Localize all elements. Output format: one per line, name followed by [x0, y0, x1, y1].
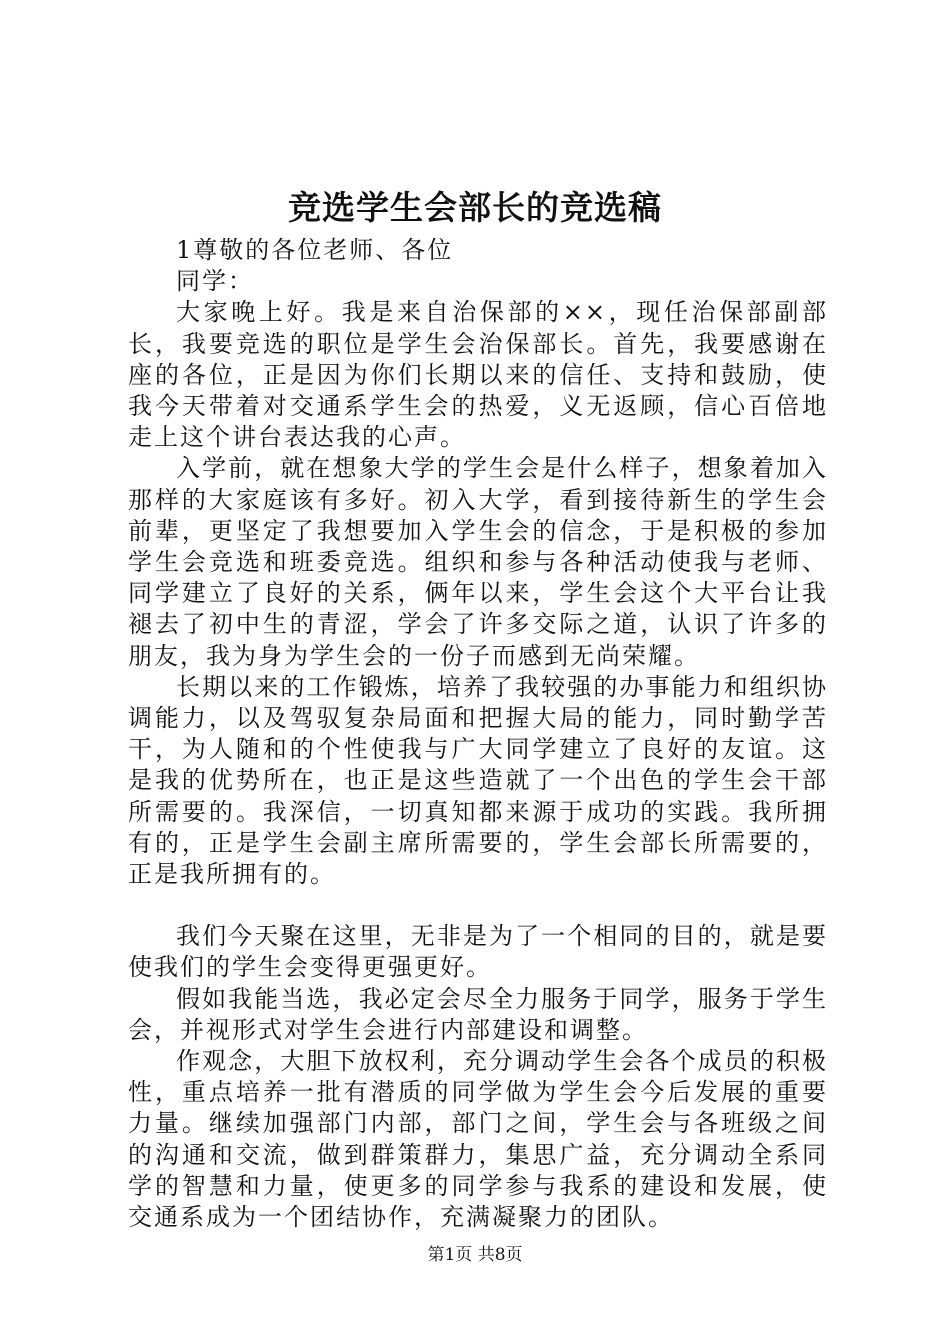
paragraph-salutation-1: 1尊敬的各位老师、各位 — [176, 236, 454, 264]
paragraph-strengths: 长期以来的工作锻炼，培养了我较强的办事能力和组织协调能力，以及驾驭复杂局面和把握大局的能力，同时勤学苦干，为人随和的个性使我与广大同学建立了良好的友谊。这是我的优势所在，也正是这些造就了一个出色的学生会干部所需要的。我深信，一切真知都来源于成功的实践。我所拥有的，正是学生会副主席所需要的，学生会部长所需要的，正是我所拥有的。 — [128, 672, 828, 889]
page-indicator: 第1页 共8页 — [427, 1245, 523, 1265]
paragraph-background: 入学前，就在想象大学的学生会是什么样子，想象着加入那样的大家庭该有多好。初入大学，看到接待新生的学生会前辈，更坚定了我想要加入学生会的信念，于是积极的参加学生会竞选和班委竞选。组织和参与各种活动使我与老师、同学建立了良好的关系，俩年以来，学生会这个大平台让我褪去了初中生的青涩，学会了许多交际之道，认识了许多的朋友，我为身为学生会的一份子而感到无尚荣耀。 — [128, 454, 828, 670]
paragraph-introduction: 大家晚上好。我是来自治保部的××，现任治保部副部长，我要竞选的职位是学生会治保部长。首先，我要感谢在座的各位，正是因为你们长期以来的信任、支持和鼓励，使我今天带着对交通系学生会的热爱，义无返顾，信心百倍地走上这个讲台表达我的心声。 — [128, 298, 828, 452]
paragraph-plan: 作观念，大胆下放权利，充分调动学生会各个成员的积极性，重点培养一批有潜质的同学做为学生会今后发展的重要力量。继续加强部门内部，部门之间，学生会与各班级之间的沟通和交流，做到群策群力，集思广益，充分调动全系同学的智慧和力量，使更多的同学参与我系的建设和发展，使交通系成为一个团结协作，充满凝聚力的团队。 — [128, 1047, 828, 1232]
paragraph-purpose: 我们今天聚在这里，无非是为了一个相同的目的，就是要使我们的学生会变得更强更好。 — [128, 922, 828, 982]
document-body — [128, 235, 828, 1233]
document-title: 竞选学生会部长的竞选稿 — [288, 188, 662, 227]
paragraph-promise: 假如我能当选，我必定会尽全力服务于同学，服务于学生会，并视形式对学生会进行内部建设和调整。 — [128, 984, 828, 1044]
paragraph-salutation-2: 同学： — [176, 267, 254, 296]
